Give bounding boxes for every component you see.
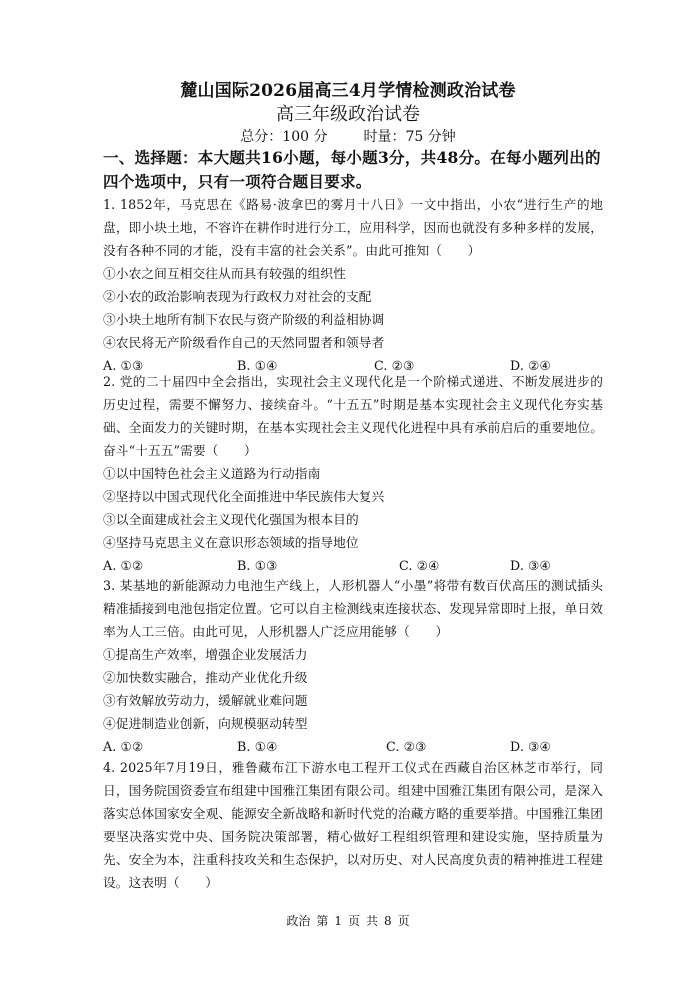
question-stem: 4. 2025年7月19日，雅鲁藏布江下游水电工程开工仪式在西藏自治区林芝市举行，同日，国务院国资委宣布组建中国雅江集团有限公司。组建中国雅江集团有限公司，是深入落实总体国家安全观、能源安全新战略和新时代党的治藏方略的重要举措。中国雅江集团要坚决落实党中央、国务院决策部署，精心做好工程组织管理和建设实施，坚持质量为先、安全为本，注重科技攻关和生态保护，以对历史、对人民高度负责的精神推进工程建设。这表明（ ） <box>103 760 603 890</box>
choice-b: B. ①③ <box>237 558 278 573</box>
footer-ye: 页 <box>347 914 360 928</box>
option-2: ②小农的政治影响表现为行政权力对社会的支配 <box>103 289 372 304</box>
option-1: ①以中国特色社会主义道路为行动指南 <box>103 466 321 481</box>
exam-title: 麓山国际2026届高三4月学情检测政治试卷 <box>180 81 516 101</box>
question-stem: 2. 党的二十届四中全会指出，实现社会主义现代化是一个阶梯式递进、不断发展进步的历史过程，需要不懈努力、接续奋斗。“十五五”时期是基本实现社会主义现代化夯实基础、全面发力的关键时期，在基本实现社会主义现代化进程中具有承前启后的重要地位。奋斗“十五五”需要（ ） <box>103 374 603 458</box>
choice-c: C. ②④ <box>399 558 440 573</box>
page-footer <box>0 912 696 929</box>
footer-total-pages: 8 <box>384 914 392 928</box>
choice-c: C. ②③ <box>386 739 427 754</box>
option-3: ③有效解放劳动力，缓解就业难问题 <box>103 693 308 708</box>
footer-gong: 共 <box>366 914 379 928</box>
choice-d: D. ③④ <box>510 558 552 573</box>
option-2: ②坚持以中国式现代化全面推进中华民族伟大复兴 <box>103 489 385 504</box>
exam-subtitle: 高三年级政治试卷 <box>276 104 420 125</box>
choice-c: C. ②③ <box>374 358 415 373</box>
question-stem: 3. 某基地的新能源动力电池生产线上，人形机器人“小墨”将带有数百伏高压的测试插头精准插接到电池包指定位置。它可以自主检测线束连接状态、发现异常即时上报，单日效率为人工三倍。由此可见，人形机器人广泛应用能够（ ） <box>103 578 603 639</box>
section-heading: 一、选择题：本大题共16小题，每小题3分，共48分。在每小题列出的四个选项中，只有一项符合题目要求。 <box>103 148 601 191</box>
choice-a: A. ①③ <box>103 358 144 373</box>
option-3: ③小块土地所有制下农民与资产阶级的利益相协调 <box>103 312 385 327</box>
footer-ye2: 页 <box>397 914 410 928</box>
option-4: ④坚持马克思主义在意识形态领域的指导地位 <box>103 535 359 550</box>
choice-a: A. ①② <box>103 739 144 754</box>
choice-a: A. ①② <box>103 558 144 573</box>
total-score: 总分：100 分 <box>240 129 328 145</box>
footer-page-number: 1 <box>334 914 342 928</box>
option-1: ①小农之间互相交往从而具有较强的组织性 <box>103 266 346 281</box>
option-3: ③以全面建成社会主义现代化强国为根本目的 <box>103 512 359 527</box>
choice-b: B. ①④ <box>237 739 278 754</box>
exam-meta <box>0 126 696 146</box>
option-1: ①提高生产效率，增强企业发展活力 <box>103 647 308 662</box>
question-2 <box>103 370 603 577</box>
question-stem: 1. 1852年，马克思在《路易·波拿巴的雾月十八日》一文中指出，小农“进行生产的地盘，即小块土地，不容许在耕作时进行分工，应用科学，因而也就没有多种多样的发展，没有各种不同的才能，没有丰富的社会关系”。由此可推知（ ） <box>103 197 603 258</box>
choice-b: B. ①④ <box>237 358 278 373</box>
option-4: ④农民将无产阶级看作自己的天然同盟者和领导者 <box>103 335 385 350</box>
time-limit: 时量：75 分钟 <box>363 129 456 145</box>
answer-choices <box>103 735 603 758</box>
question-4 <box>103 756 603 894</box>
question-3 <box>103 574 603 758</box>
footer-di: 第 <box>316 914 329 928</box>
choice-d: D. ②④ <box>510 358 552 373</box>
question-1 <box>103 193 603 377</box>
choice-d: D. ③④ <box>510 739 552 754</box>
footer-subject: 政治 <box>286 914 311 928</box>
option-4: ④促进制造业创新，向规模驱动转型 <box>103 716 308 731</box>
option-2: ②加快数实融合，推动产业优化升级 <box>103 670 308 685</box>
